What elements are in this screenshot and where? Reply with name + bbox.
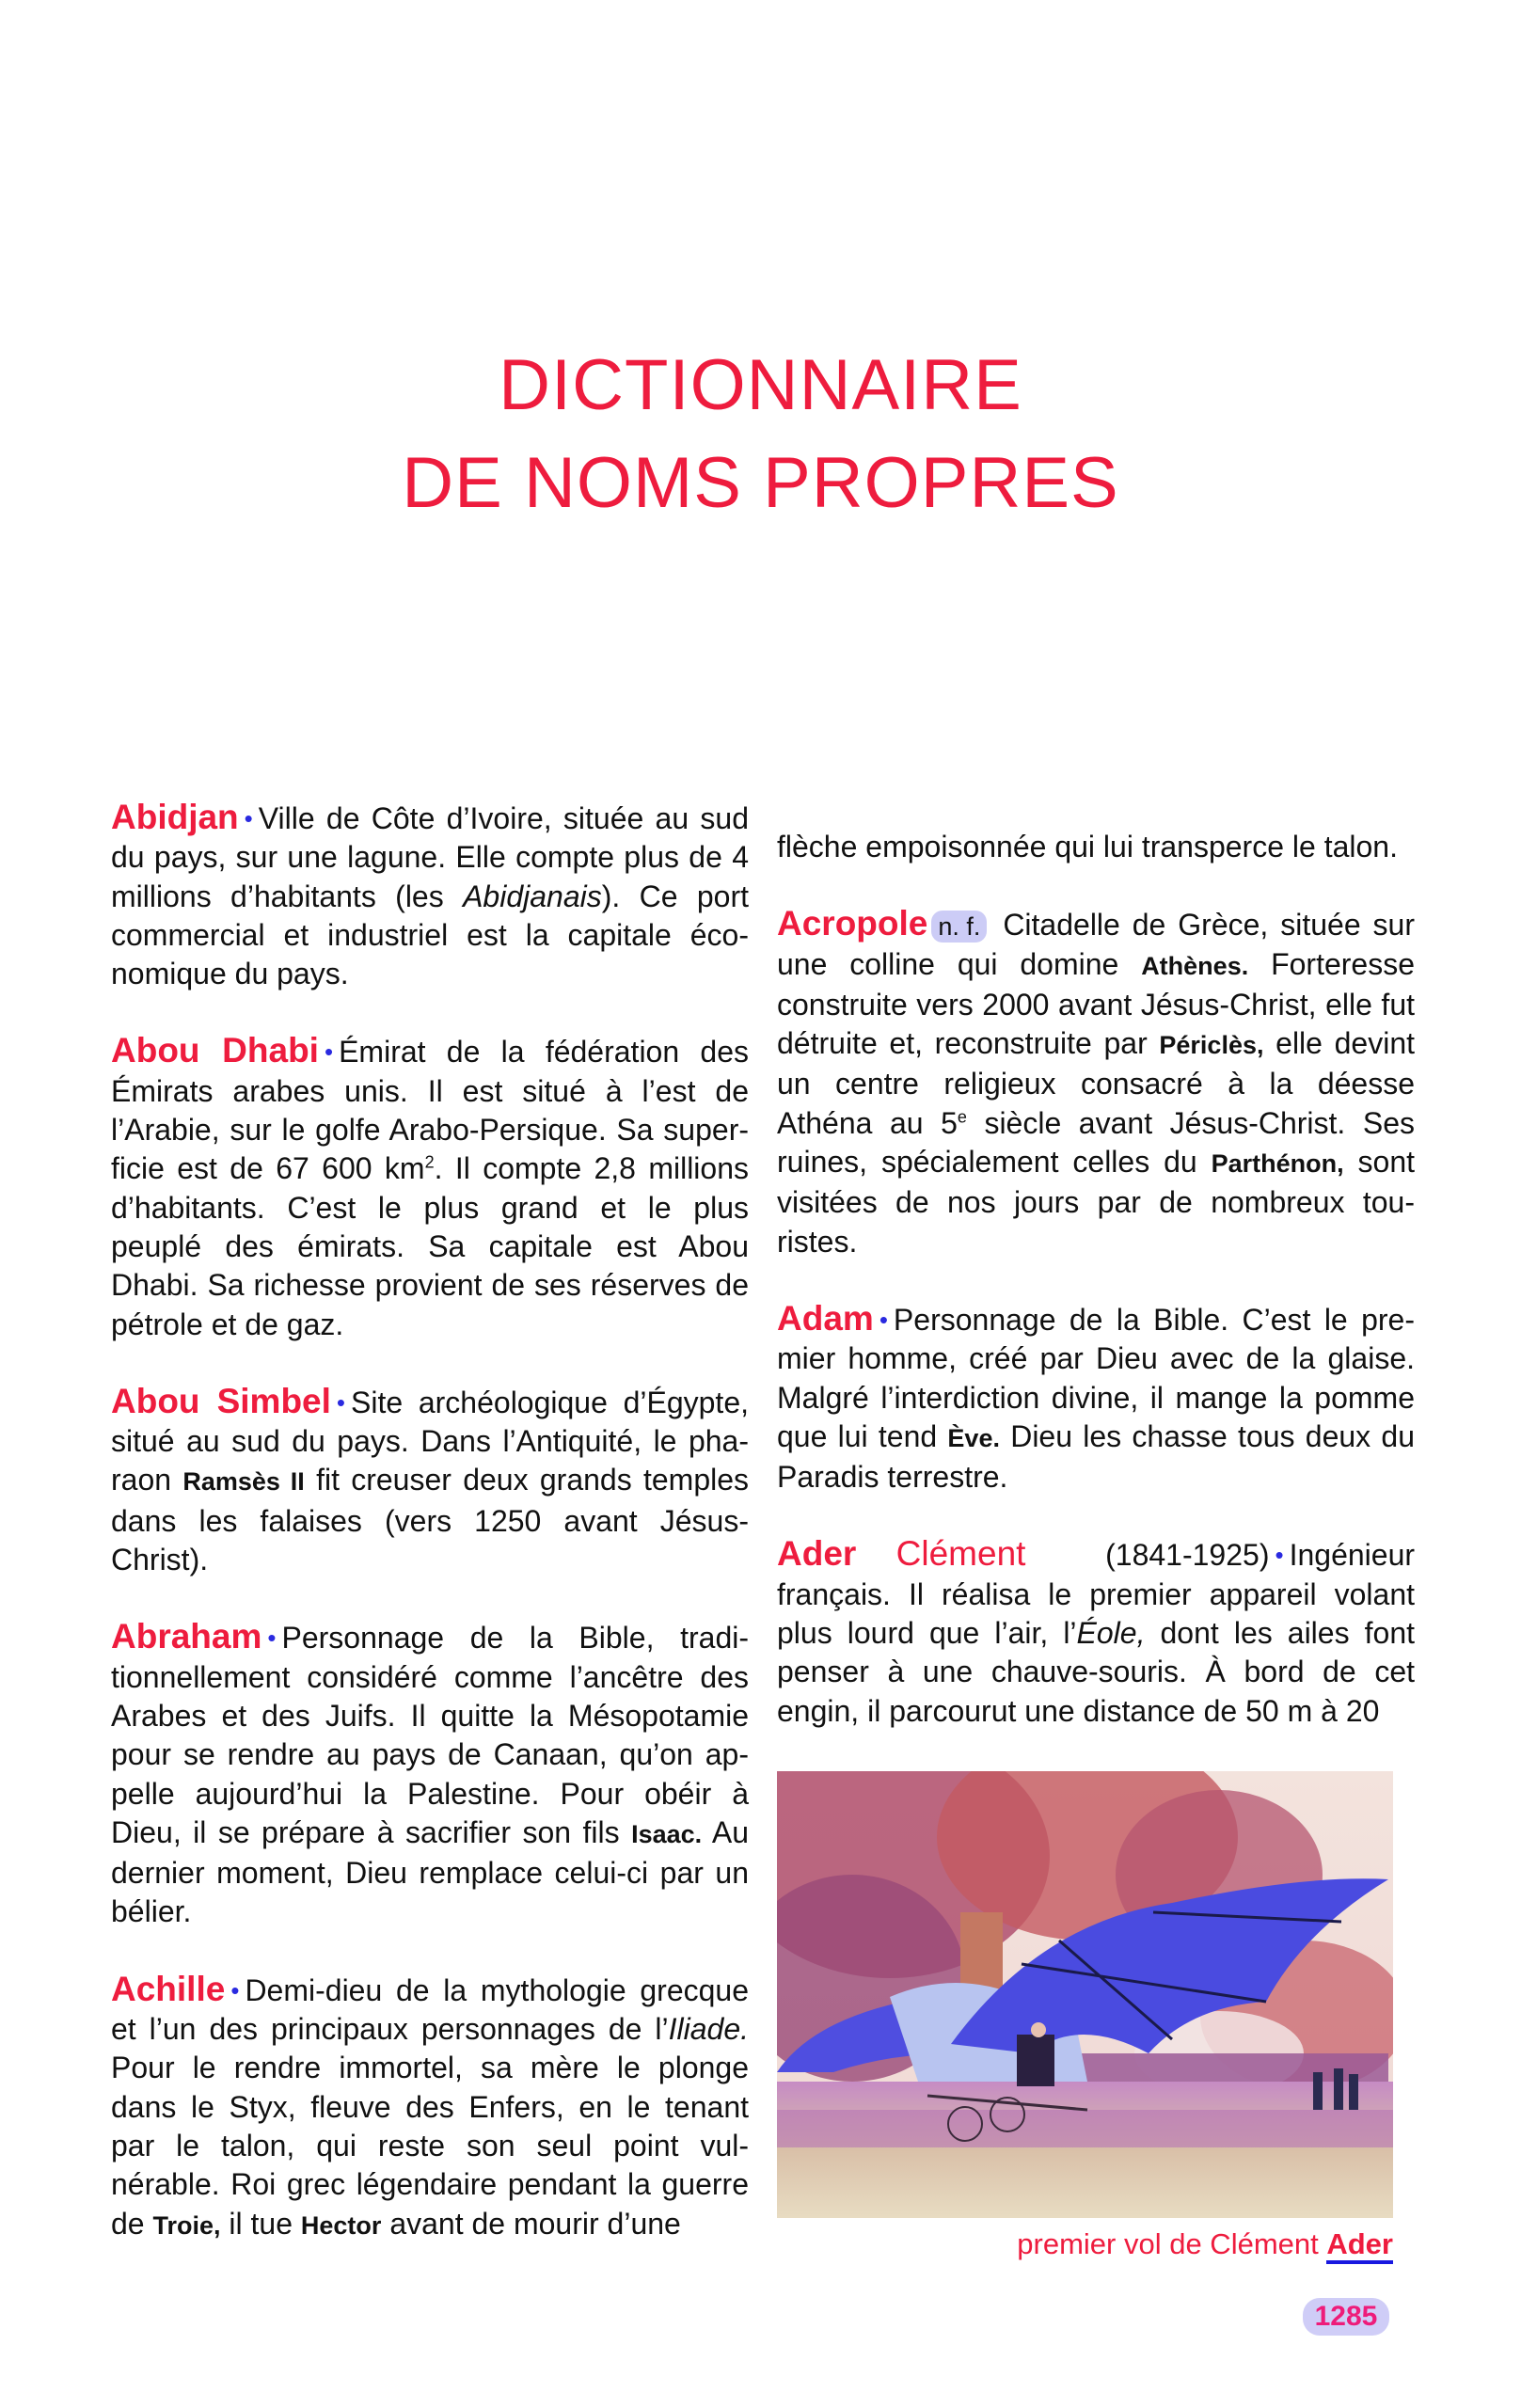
definition-text: avant de mourir d’une xyxy=(381,2206,681,2241)
cross-reference-link[interactable]: Parthénon, xyxy=(1211,1149,1344,1179)
definition-text: elle devint un centre religieux consacré à la déesse Athéna au 5 xyxy=(777,1026,1416,1140)
bullet-icon: • xyxy=(244,804,253,832)
headword: Adam xyxy=(777,1298,874,1338)
headword: Acropole xyxy=(777,904,928,943)
definition-text: Ville de Côte d’Ivoire, située au sud du pays, sur une lagune. Elle compte plus de 4 millions d’habitants (les xyxy=(111,801,749,913)
definition-text: Dieu les chasse tous deux du Paradis terrestre. xyxy=(777,1418,1416,1495)
page-number: 1285 xyxy=(1303,2298,1389,2336)
part-of-speech-badge: n. f. xyxy=(931,911,987,943)
cross-reference-link[interactable]: Ramsès II xyxy=(182,1467,305,1497)
definition-text: Au dernier moment, Dieu remplace celui-ci par un bélier. xyxy=(111,1814,750,1929)
entry-ader xyxy=(777,1534,1415,1730)
definition-text: Demi-dieu de la mythologie grecque et l’un des principaux personnages de l’ xyxy=(111,1972,749,2047)
dates: (1841-1925) xyxy=(1105,1538,1270,1573)
caption-cross-reference-link[interactable]: Ader xyxy=(1326,2227,1393,2264)
cross-reference-link[interactable]: Isaac. xyxy=(631,1819,703,1848)
entry-abou-dhabi xyxy=(111,1031,749,1343)
definition-text: Forteresse construite vers 2000 avant Jésus-Christ, elle fut détruite et, reconstruite par xyxy=(777,946,1416,1061)
cross-reference-link[interactable]: Hector xyxy=(300,2210,382,2240)
italic-term: Abidjanais xyxy=(463,879,602,913)
definition-text: siècle avant Jésus-Christ. Ses ruines, spécialement celles du xyxy=(777,1105,1415,1180)
bullet-icon: • xyxy=(230,1975,240,2004)
illustration-ader-eole xyxy=(777,1771,1393,2218)
page-title-line-2: DE NOMS PROPRES xyxy=(402,443,1119,523)
entry-achille xyxy=(111,1970,749,2245)
entry-adam xyxy=(777,1299,1415,1497)
right-column xyxy=(777,798,1415,1768)
bullet-icon: • xyxy=(1275,1541,1284,1570)
entry-achille-continuation: flèche empoisonnée qui lui transperce le talon. xyxy=(777,830,1398,863)
caption-text: premier vol de Clément xyxy=(1017,2227,1327,2260)
definition-text: Personnage de la Bible. C’est le pre-mier homme, créé par Dieu avec de la glaise. Malgré l’interdiction divine, il mange la pomme que lui tend xyxy=(777,1302,1415,1453)
page-title-line-1: DICTIONNAIRE xyxy=(499,345,1022,425)
figure-caption xyxy=(777,2226,1393,2263)
bullet-icon: • xyxy=(324,1038,334,1067)
superscript: 2 xyxy=(424,1152,435,1172)
page-title xyxy=(0,337,1521,532)
italic-term: Éole, xyxy=(1076,1616,1146,1651)
definition-text: Personnage de la Bible, tradi-tionnellement considéré comme l’ancêtre des Arabes et des Juifs. Il quitte la Mésopotamie pour se rendre au pays de Canaan, qu’on ap-pelle aujourd’hui la Palestine. Pour obéir à Dieu, il se prépare à sacrifier son fils xyxy=(111,1621,749,1849)
definition-text: Ingénieur français. Il réalisa le premier appareil volant plus lourd que l’air, l’ xyxy=(777,1538,1416,1651)
definition-text: ). Ce port commercial et industriel est la capitale éco-nomique du pays. xyxy=(111,879,749,991)
cross-reference-link[interactable]: Athènes. xyxy=(1141,951,1249,980)
headword: Achille xyxy=(111,1969,226,2008)
entry-acropole xyxy=(777,904,1415,1261)
definition-text: dont les ailes font penser à une chauve-souris. À bord de cet engin, il parcourut une distance de 50 m à 20 xyxy=(777,1616,1415,1728)
superscript: e xyxy=(957,1107,967,1127)
entry-abraham xyxy=(111,1617,749,1931)
headword-firstname: Clément xyxy=(895,1534,1026,1574)
cross-reference-link[interactable]: Troie, xyxy=(152,2210,221,2240)
definition-text: Émirat de la fédération des Émirats arabes unis. Il est situé à l’est de l’Arabie, sur le golfe Arabo-Persique. Sa super-ficie est de 67 600 km xyxy=(111,1035,750,1186)
entry-abidjan xyxy=(111,798,749,993)
definition-text: Pour le rendre immortel, sa mère le plonge dans le Styx, fleuve des Enfers, en le tenant par le talon, qui reste son seul point vul-nérable. Roi grec légendaire pendant la guerre de xyxy=(111,2051,749,2241)
italic-term: Iliade. xyxy=(668,2012,749,2047)
headword: Ader xyxy=(777,1534,857,1574)
bullet-icon: • xyxy=(267,1624,277,1653)
left-column xyxy=(111,798,749,2283)
headword: Abou Simbel xyxy=(111,1381,331,1420)
definition-text: sont visitées de nos jours par de nombreux tou-ristes. xyxy=(777,1145,1416,1259)
definition-text: . Il compte 2,8 millions d’habitants. C’est le plus grand et le plus peuplé des émirats. Sa capitale est Abou Dhabi. Sa richesse provient de ses réserves de pétrole et de gaz. xyxy=(111,1151,750,1341)
headword: Abidjan xyxy=(111,798,239,836)
cross-reference-link[interactable]: Ève. xyxy=(947,1423,1000,1452)
bullet-icon: • xyxy=(879,1305,888,1334)
headword: Abou Dhabi xyxy=(111,1031,319,1070)
cross-reference-link[interactable]: Périclès, xyxy=(1159,1031,1264,1060)
definition-text: Site archéologique d’Égypte, situé au sud du pays. Dans l’Antiquité, le pha-raon xyxy=(111,1385,750,1497)
definition-text: fit creuser deux grands temples dans les falaises (vers 1250 avant Jésus-Christ). xyxy=(111,1463,750,1577)
definition-text: Citadelle de Grèce, située sur une colline qui domine xyxy=(777,908,1415,981)
aircraft-painting-icon xyxy=(777,1771,1393,2218)
bullet-icon: • xyxy=(336,1387,346,1417)
entry-abou-simbel xyxy=(111,1382,749,1579)
definition-text: il tue xyxy=(220,2206,301,2241)
headword: Abraham xyxy=(111,1617,262,1656)
